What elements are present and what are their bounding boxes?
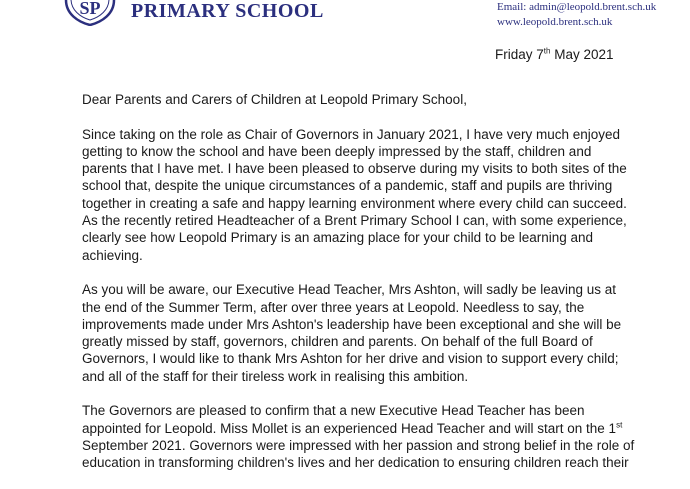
paragraph-3 (82, 402, 642, 471)
paragraph-2 (82, 281, 642, 385)
school-name: PRIMARY SCHOOL (131, 0, 324, 22)
text-line: Governors, I would like to thank Mrs Ashton for her drive and vision to support every child; (82, 351, 619, 367)
text-line: education in transforming children's lives and her dedication to ensuring children reach their (82, 455, 629, 471)
text-line: and all of the staff for their tireless work in realising this ambition. (82, 368, 469, 384)
text-line: clearly see how Leopold Primary is an amazing place for your child to be learning and (82, 230, 594, 246)
text-line: improvements made under Mrs Ashton's leadership have been exceptional and she will be (82, 316, 622, 332)
text-segment: appointed for Leopold. Miss Mollet is an experienced Head Teacher and will start on the 1 (82, 420, 617, 436)
text-line: As the recently retired Headteacher of a Brent Primary School I can, with some experience, (82, 213, 627, 229)
website-line: www.leopold.brent.sch.uk (497, 16, 613, 28)
ordinal-suffix: st (616, 420, 623, 430)
text-line: greatly missed by staff, governors, children and parents. On behalf of the full Board of (82, 334, 593, 350)
greeting-line: Dear Parents and Carers of Children at Leopold Primary School, (82, 92, 467, 107)
logo-initials: SP (79, 0, 101, 18)
text-line: parents that I have met. I have been pleased to observe during my visits to both sites of the (82, 161, 627, 177)
text-line: together in creating a safe and happy learning environment where every child can succeed. (82, 195, 627, 211)
text-line: Since taking on the role as Chair of Governors in January 2021, I have very much enjoyed (82, 126, 621, 142)
text-line: the end of the Summer Term, after over three years at Leopold. Needless to say, the (82, 299, 585, 315)
text-line (82, 420, 642, 437)
letter-body (82, 91, 642, 489)
email-line: Email: admin@leopold.brent.sch.uk (497, 1, 657, 13)
date-rest: May 2021 (550, 47, 614, 62)
text-line: getting to know the school and have been deeply impressed by the staff, children and (82, 143, 592, 159)
text-line: school that, despite the unique circumstances of a pandemic, staff and pupils are thriving (82, 178, 613, 194)
letter-date (495, 47, 614, 62)
text-line: The Governors are pleased to confirm that a new Executive Head Teacher has been (82, 403, 585, 419)
paragraph-1 (82, 126, 642, 264)
date-suffix: th (543, 46, 551, 56)
text-line: achieving. (82, 247, 143, 263)
date-prefix: Friday 7 (495, 47, 544, 62)
contact-details (497, 0, 656, 30)
text-line: September 2021. Governors were impressed with her passion and strong belief in the role of (82, 437, 635, 453)
greeting (82, 91, 642, 108)
text-line: As you will be aware, our Executive Head Teacher, Mrs Ashton, will sadly be leaving us at (82, 282, 617, 298)
school-crest-logo (62, 0, 118, 26)
